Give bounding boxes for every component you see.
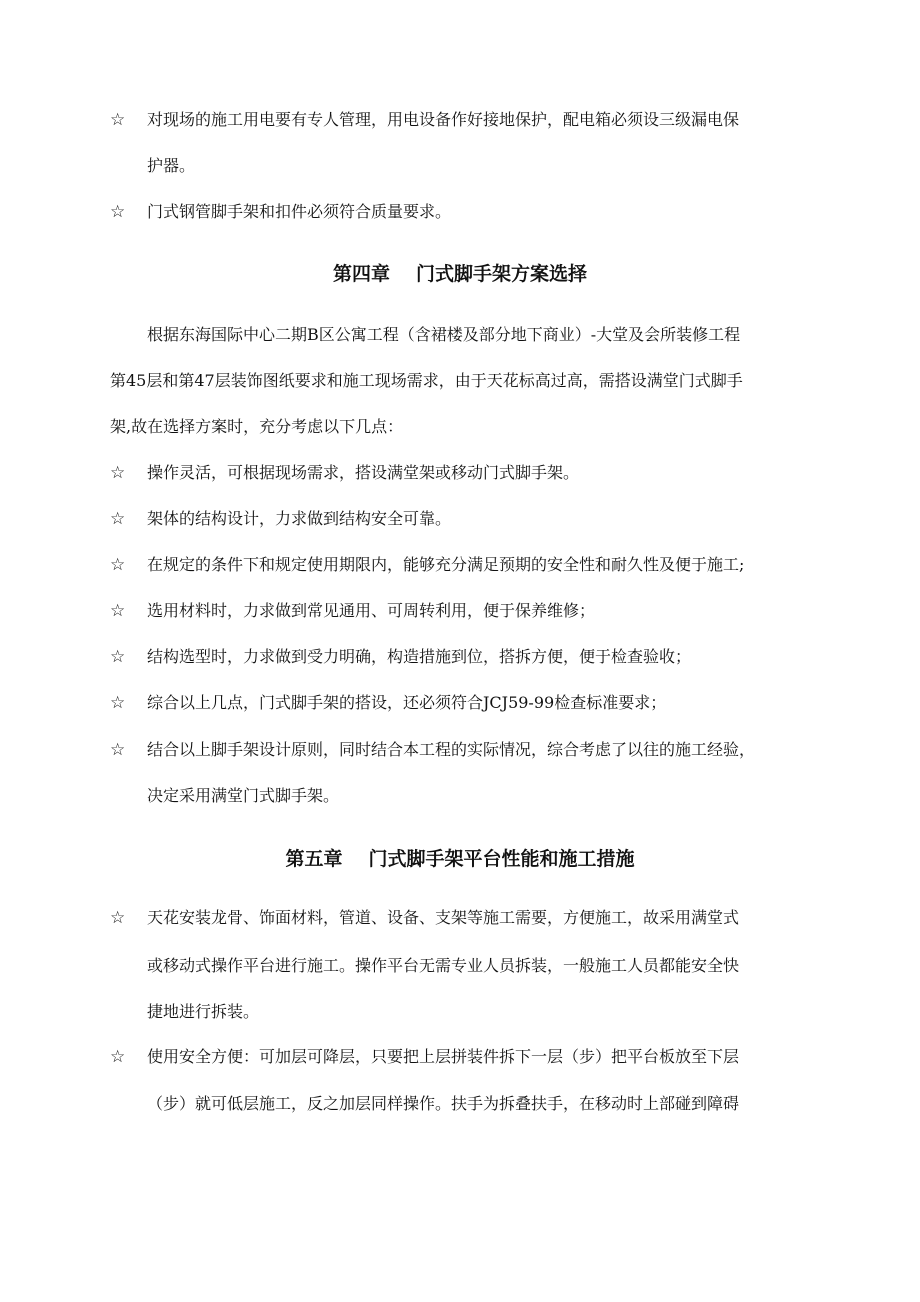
star-bullet-icon: ☆ xyxy=(110,110,126,130)
bullet-text: 门式钢管脚手架和扣件必须符合质量要求。 xyxy=(147,202,452,221)
bullet-text: 在规定的条件下和规定使用期限内，能够充分满足预期的安全性和耐久性及便于施工; xyxy=(147,555,745,574)
star-bullet-icon: ☆ xyxy=(110,740,126,760)
bullet-text: 架体的结构设计，力求做到结构安全可靠。 xyxy=(147,509,452,528)
bullet-text-continued: 决定采用满堂门式脚手架。 xyxy=(147,786,340,805)
bullet-text: 结合以上脚手架设计原则，同时结合本工程的实际情况，综合考虑了以往的施工经验， xyxy=(147,740,756,759)
star-bullet-icon: ☆ xyxy=(110,647,126,667)
paragraph-text: 架,故在选择方案时，充分考虑以下几点： xyxy=(110,417,404,436)
star-bullet-icon: ☆ xyxy=(110,509,126,529)
bullet-text: 综合以上几点，门式脚手架的搭设，还必须符合JCJ59-99检查标准要求； xyxy=(147,693,667,712)
chapter-5-title: 门式脚手架平台性能和施工措施 xyxy=(368,848,635,870)
bullet-text-continued: 护器。 xyxy=(147,156,196,175)
star-bullet-icon: ☆ xyxy=(110,463,126,483)
paragraph-text: 根据东海国际中心二期B区公寓工程（含裙楼及部分地下商业）-大堂及会所装修工程 xyxy=(147,325,741,344)
paragraph-text: 第45层和第47层装饰图纸要求和施工现场需求，由于天花标高过高，需搭设满堂门式脚手 xyxy=(110,371,743,390)
bullet-text: 选用材料时，力求做到常见通用、可周转利用，便于保养维修； xyxy=(147,601,596,620)
star-bullet-icon: ☆ xyxy=(110,202,126,222)
chapter-5-heading xyxy=(0,846,920,872)
bullet-text-continued: 捷地进行拆装。 xyxy=(147,1002,260,1021)
bullet-text: 操作灵活，可根据现场需求，搭设满堂架或移动门式脚手架。 xyxy=(147,463,580,482)
bullet-text: 对现场的施工用电要有专人管理，用电设备作好接地保护，配电箱必须设三级漏电保 xyxy=(147,110,740,129)
chapter-4-heading xyxy=(0,261,920,287)
star-bullet-icon: ☆ xyxy=(110,1047,126,1067)
bullet-text-continued: 或移动式操作平台进行施工。操作平台无需专业人员拆装，一般施工人员都能安全快 xyxy=(147,956,740,975)
bullet-text: 天花安装龙骨、饰面材料，管道、设备、支架等施工需要，方便施工，故采用满堂式 xyxy=(147,908,740,927)
star-bullet-icon: ☆ xyxy=(110,908,126,928)
star-bullet-icon: ☆ xyxy=(110,693,126,713)
chapter-4-number: 第四章 xyxy=(332,263,390,285)
bullet-text: 使用安全方便：可加层可降层，只要把上层拼装件拆下一层（步）把平台板放至下层 xyxy=(147,1047,740,1066)
chapter-5-number: 第五章 xyxy=(285,848,343,870)
star-bullet-icon: ☆ xyxy=(110,555,126,575)
bullet-text: 结构选型时，力求做到受力明确，构造措施到位，搭拆方便，便于检查验收； xyxy=(147,647,692,666)
chapter-4-title: 门式脚手架方案选择 xyxy=(416,263,588,285)
star-bullet-icon: ☆ xyxy=(110,601,126,621)
bullet-text-continued: （步）就可低层施工，反之加层同样操作。扶手为拆叠扶手，在移动时上部碰到障碍 xyxy=(147,1094,740,1113)
